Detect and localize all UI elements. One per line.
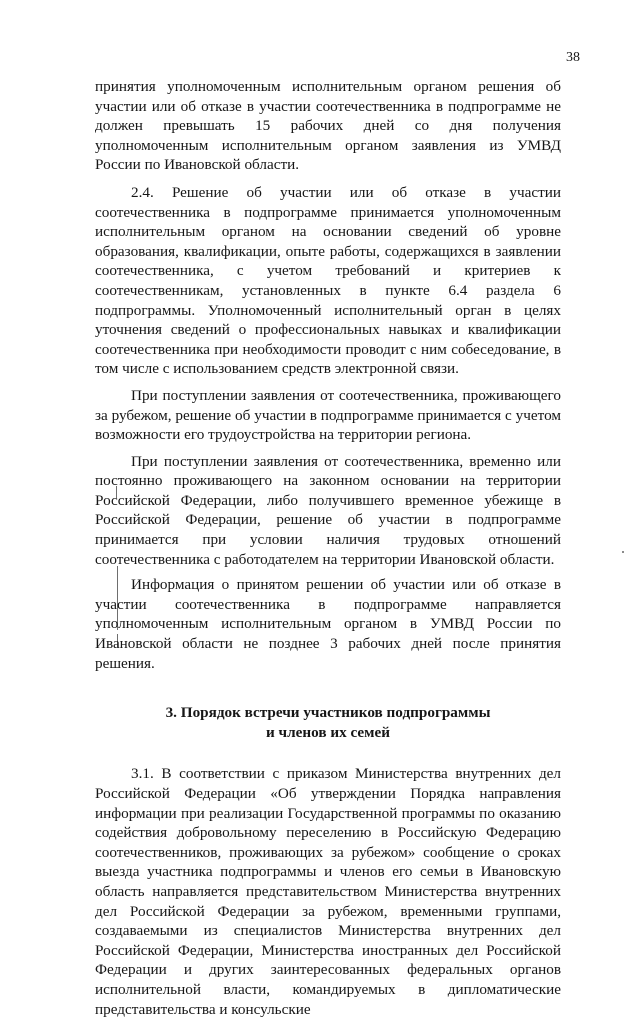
scan-speck [622, 551, 624, 553]
paragraph-resident-applicant: При поступлении заявления от соотечественника, временно или постоянно проживающего на законном основании на территории Российской Федерации, либо получившего временное убежище в Российской Федерации, решение об участии в подпрограмме принимается при условии наличия трудовых отношений соотечественника с работодателем на территории Ивановской области. [95, 452, 561, 568]
paragraph-3-1: 3.1. В соответствии с приказом Министерства внутренних дел Российской Федерации «Об утверждении Порядка направления информации при реализации Государственной программы по оказанию содействия добровольному переселению в Российскую Федерацию соотечественников, проживающих за рубежом» сообщение о сроках выезда участника подпрограммы и членов его семьи в Ивановскую область направляется представительством Министерства внутренних дел Российской Федерации за рубежом, временными группами, создаваемыми из специалистов Министерства внутренних дел Российской Федерации, Министерства иностранных дел Российской Федерации и других заинтересованных федеральных органов исполнительной власти, командируемых в дипломатические представительства и консульские [95, 765, 561, 1018]
paragraph-decision-notice: Информация о принятом решении об участии или об отказе в участии соотечественника в подпрограмме направляется уполномоченным исполнительным органом в УМВД России по Ивановской области не позднее 3 рабочих дней после принятия решения. [95, 576, 561, 672]
document-body [95, 77, 561, 1019]
paragraph-2-4: 2.4. Решение об участии или об отказе в участии соотечественника в подпрограмме принимается уполномоченным исполнительным органом на основании сведений об уровне образования, квалификации, опыте работы, содержащихся в заявлении соотечественника, с учетом требований и критериев к соотечественникам, установленных в пункте 6.4 раздела 6 подпрограммы. Уполномоченный исполнительный орган в целях уточнения сведений о профессиональных навыках и квалификации соотечественника при необходимости проводит с ним собеседование, в том числе с использованием средств электронной связи. [95, 183, 561, 378]
paragraph-abroad-applicant: При поступлении заявления от соотечественника, проживающего за рубежом, решение об участии в подпрограмме принимается с учетом возможности его трудоустройства на территории региона. [95, 386, 561, 444]
paragraph-continuation: принятия уполномоченным исполнительным органом решения об участии или об отказе в участии соотечественника в подпрограмме не должен превышать 15 рабочих дней со дня получения уполномоченным исполнительным органом заявления из УМВД России по Ивановской области. [95, 78, 561, 174]
section-3-heading [95, 703, 561, 742]
section-heading-line-1: 3. Порядок встречи участников подпрограммы [165, 704, 491, 722]
section-heading-line-2: и членов их семей [266, 723, 390, 741]
page-number: 38 [566, 50, 580, 65]
